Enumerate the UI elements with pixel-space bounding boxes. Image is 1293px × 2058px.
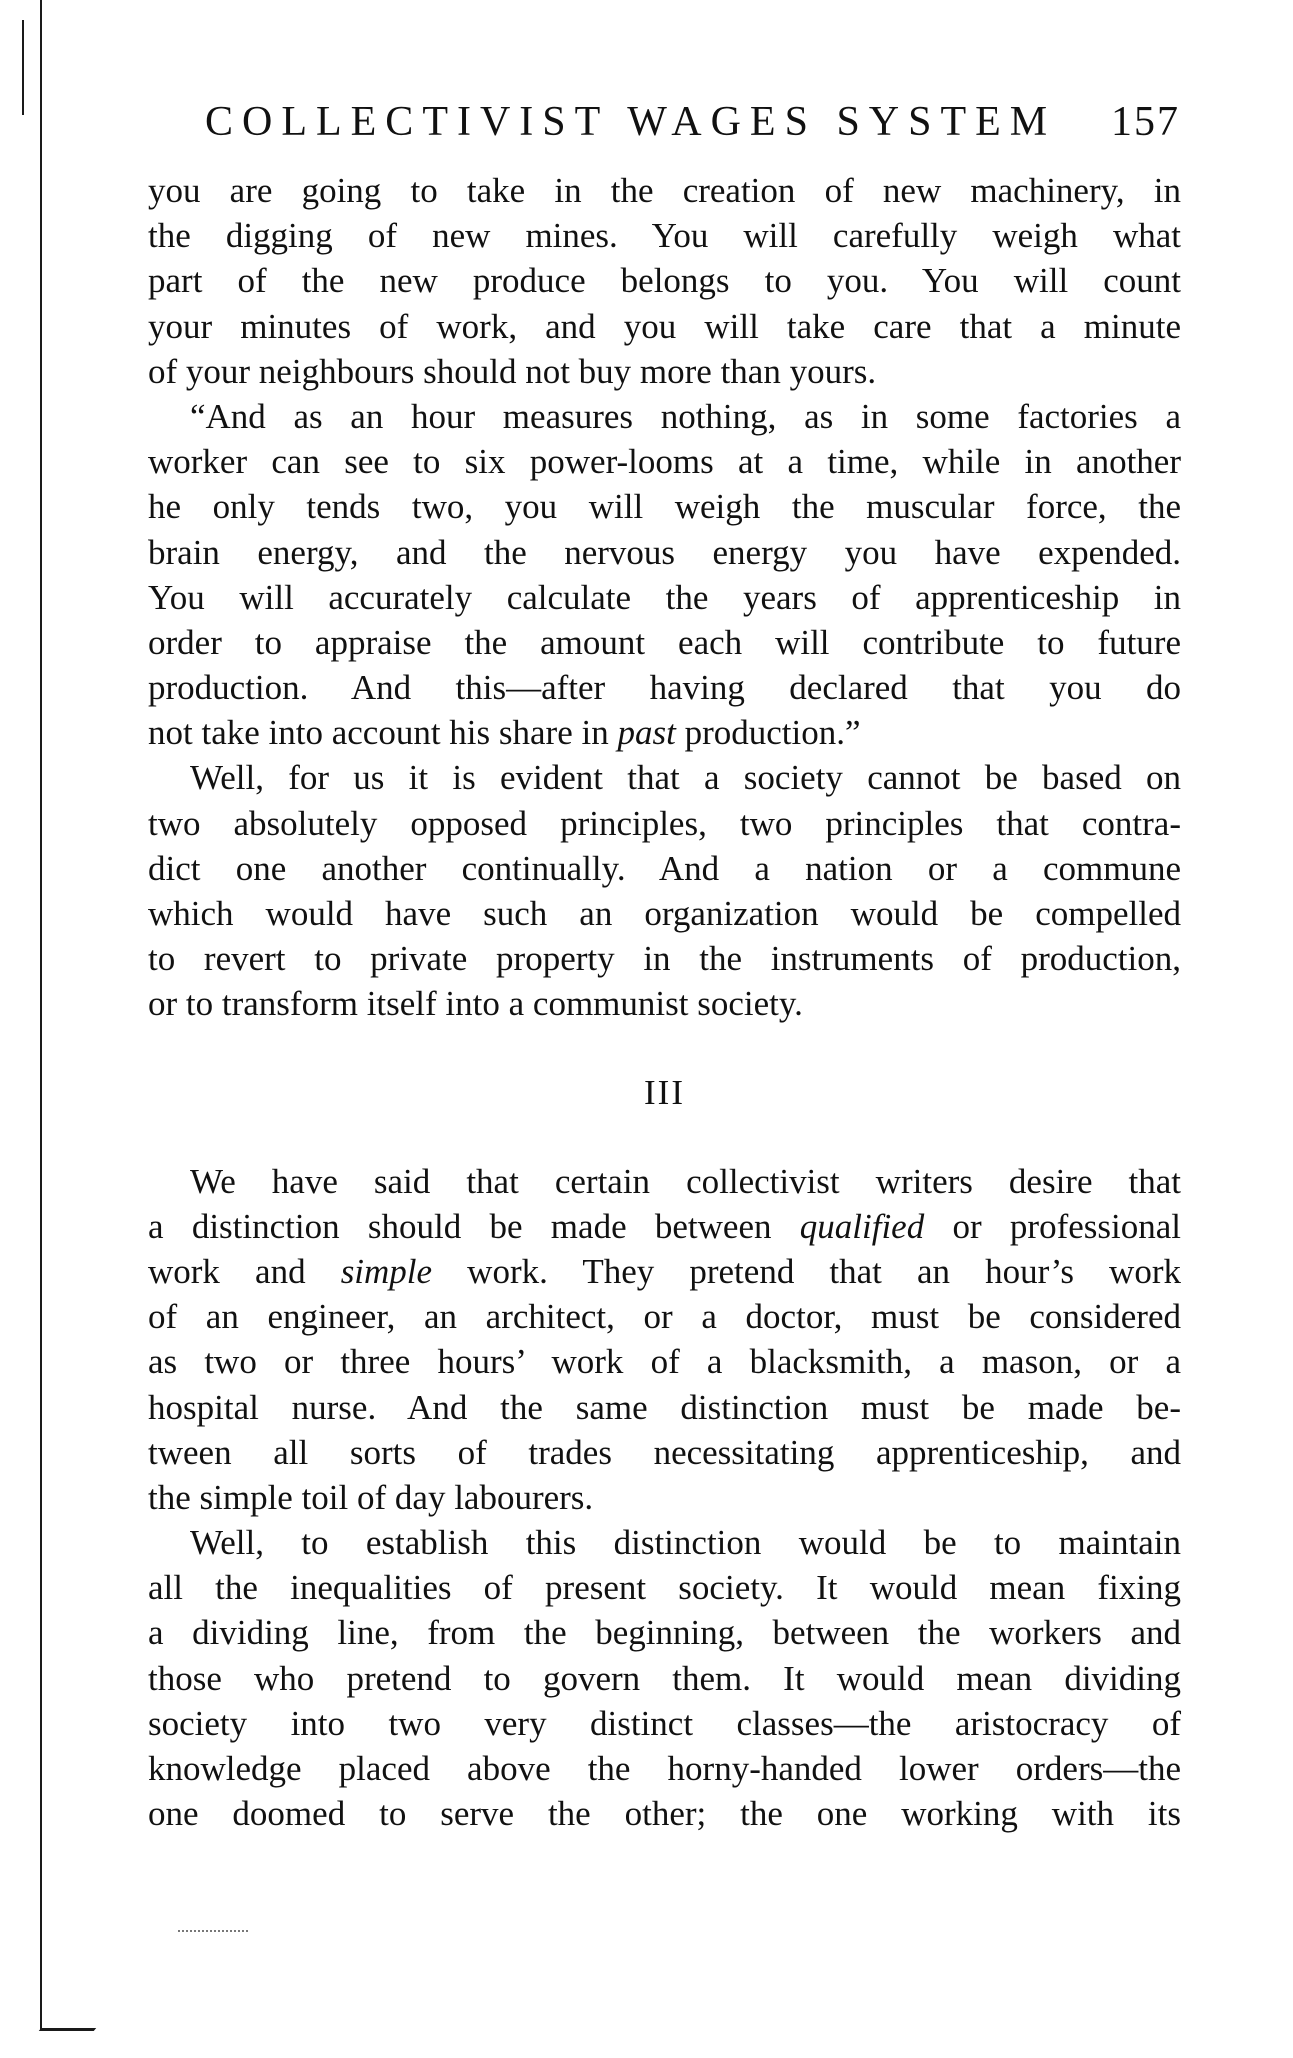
text-line: dict one another continually. And a nation or a commune — [148, 848, 1181, 888]
text-line: production. And this—after having declared that you do — [148, 668, 1181, 708]
text-line: you are going to take in the creation of new machinery, in — [148, 171, 1181, 210]
binding-edge-rule — [40, 0, 42, 2030]
text-line: those who pretend to govern them. It would mean dividing — [148, 1658, 1181, 1698]
text-run: production.” — [675, 713, 861, 753]
scan-artifact — [178, 1930, 248, 1934]
text-line: “And as an hour measures nothing, as in some factories a — [190, 396, 1181, 436]
text-line: society into two very distinct classes—the aristocracy of — [148, 1703, 1181, 1743]
text-line — [148, 710, 1181, 755]
binding-edge-foot — [39, 2028, 97, 2031]
text-line: worker can see to six power-looms at a time, while in another — [148, 442, 1181, 482]
text-line: of your neighbours should not buy more than yours. — [148, 351, 877, 391]
italic-text: past — [617, 713, 676, 753]
text-line: order to appraise the amount each will contribute to future — [148, 622, 1181, 662]
running-header — [205, 100, 1180, 144]
text-run: not take into account his share in — [148, 713, 618, 753]
text-line: hospital nurse. And the same distinction must be made be- — [148, 1387, 1181, 1427]
paragraph-2 — [148, 394, 1181, 756]
text-line: he only tends two, you will weigh the muscular force, the — [148, 487, 1181, 527]
text-line: as two or three hours’ work of a blacksmith, a mason, or a — [148, 1342, 1181, 1382]
text-line: all the inequalities of present society. It would mean fixing — [148, 1568, 1181, 1608]
text-line: We have said that certain collectivist writers desire that — [190, 1161, 1181, 1201]
text-line: two absolutely opposed principles, two principles that contra- — [148, 803, 1181, 843]
text-line: Well, for us it is evident that a society cannot be based on — [190, 758, 1181, 798]
page-number: 157 — [1111, 99, 1180, 145]
text-line: which would have such an organization would be compelled — [148, 894, 1181, 933]
paragraph-1 — [148, 168, 1181, 394]
text-line: tween all sorts of trades necessitating apprenticeship, and — [148, 1432, 1181, 1472]
text-run: a distinction should be made between — [148, 1206, 800, 1246]
text-line: one doomed to serve the other; the one working with its — [148, 1794, 1181, 1834]
text-line: the simple toil of day labourers. — [148, 1477, 594, 1517]
text-line: knowledge placed above the horny-handed lower orders—the — [148, 1749, 1181, 1788]
paragraph-4 — [148, 1159, 1181, 1521]
text-line — [148, 1249, 1181, 1294]
text-run: work and — [148, 1251, 341, 1291]
text-run: work. They pretend that an hour’s work — [432, 1251, 1181, 1291]
text-line: part of the new produce belongs to you. You will count — [148, 261, 1181, 301]
text-line: Well, to establish this distinction would be to maintain — [190, 1523, 1181, 1563]
section-heading: III — [644, 1072, 685, 1112]
text-line: of an engineer, an architect, or a doctor, must be considered — [148, 1297, 1181, 1337]
text-line: brain energy, and the nervous energy you have expended. — [148, 532, 1181, 572]
text-line: the digging of new mines. You will carefully weigh what — [148, 216, 1181, 256]
paragraph-3 — [148, 755, 1181, 1026]
italic-text: simple — [340, 1251, 433, 1291]
italic-text: qualified — [799, 1206, 925, 1246]
text-line: You will accurately calculate the years of apprenticeship in — [148, 577, 1181, 617]
paragraph-5 — [148, 1520, 1181, 1836]
text-run: or professional — [924, 1206, 1181, 1246]
text-line: your minutes of work, and you will take care that a minute — [148, 306, 1181, 346]
running-title: COLLECTIVIST WAGES SYSTEM — [205, 99, 1057, 145]
text-line: a dividing line, from the beginning, between the workers and — [148, 1613, 1181, 1653]
page-body — [148, 168, 1181, 1836]
binding-edge-mark — [22, 20, 24, 115]
text-line — [148, 1204, 1181, 1249]
text-line: or to transform itself into a communist society. — [148, 984, 803, 1024]
text-line: to revert to private property in the instruments of production, — [148, 939, 1181, 979]
